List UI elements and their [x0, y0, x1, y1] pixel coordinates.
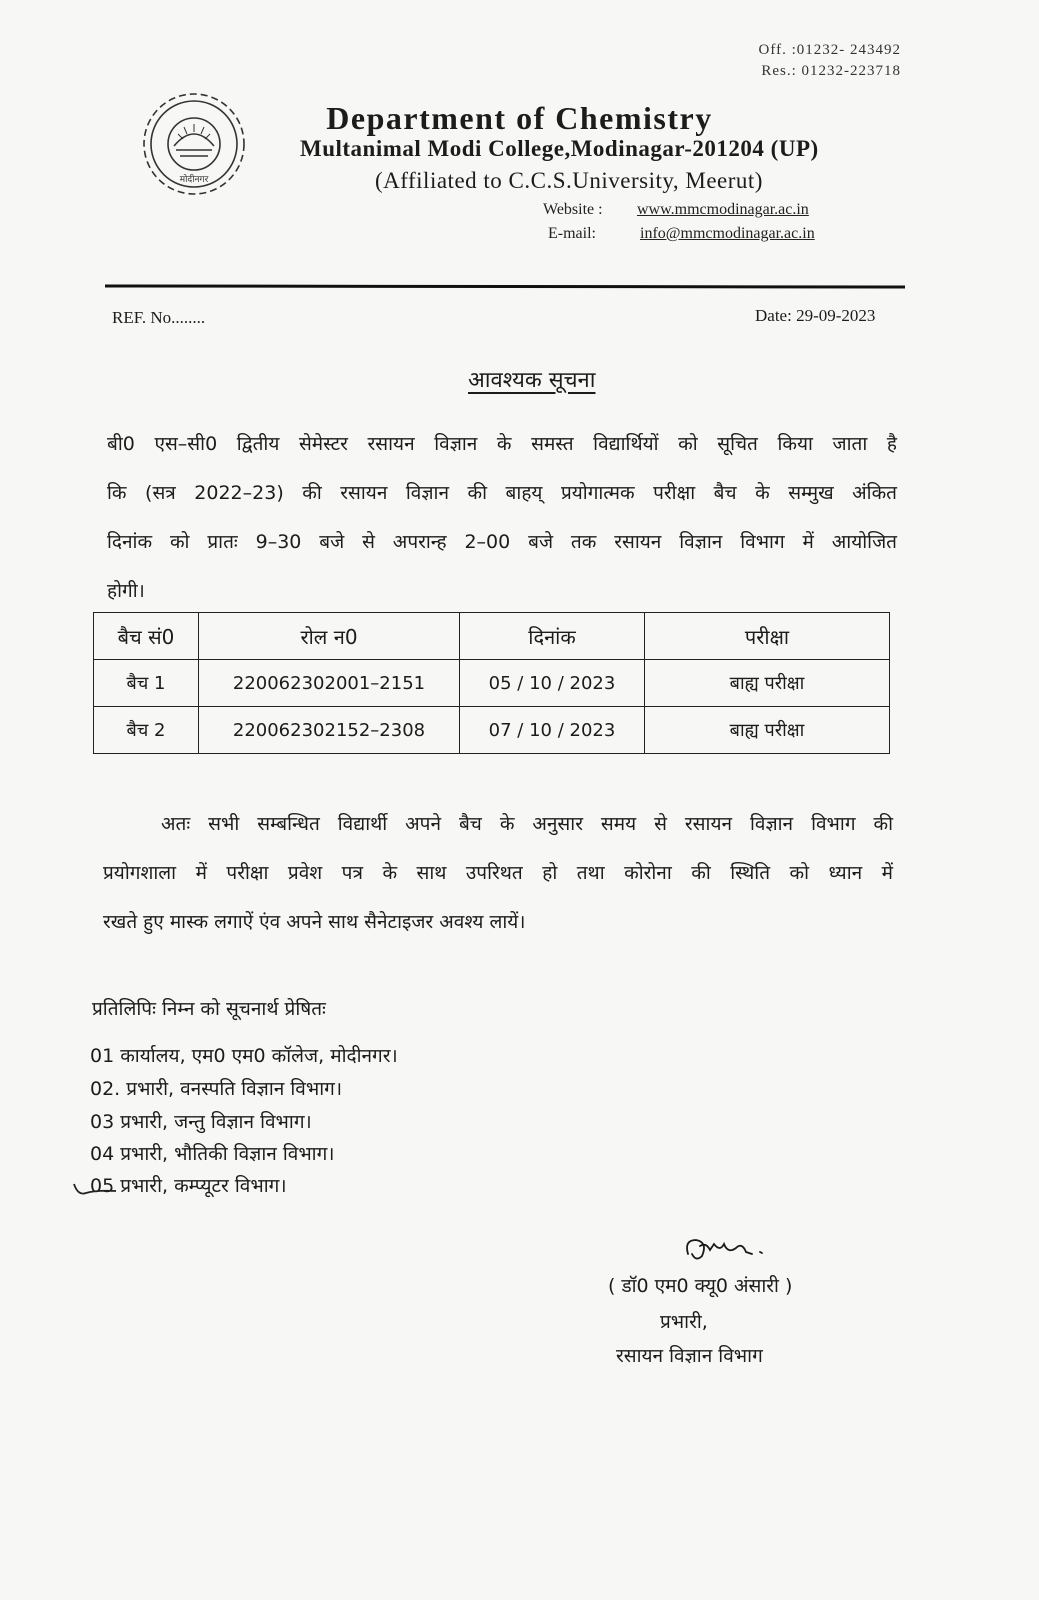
paragraph-1-line: कि (सत्र 2022–23) की रसायन विज्ञान की बाहय् प्रयोगात्मक परीक्षा बैच के सम्मुख अंकित: [107, 482, 897, 504]
department-title: Department of Chemistry: [326, 100, 713, 136]
signatory-role: प्रभारी,: [660, 1311, 708, 1333]
website-link[interactable]: www.mmcmodinagar.ac.in: [637, 201, 809, 218]
handwritten-tick-mark: [72, 1178, 118, 1200]
cell-roll-no: 220062302001–2151: [199, 660, 460, 707]
handwritten-signature: [680, 1232, 772, 1270]
header-roll-no: रोल न0: [199, 613, 460, 660]
header-date: दिनांक: [460, 613, 645, 660]
copy-to-item: 02. प्रभारी, वनस्पति विज्ञान विभाग।: [90, 1078, 343, 1100]
email-link[interactable]: info@mmcmodinagar.ac.in: [640, 225, 815, 242]
table-row: [94, 707, 890, 754]
header-divider: [105, 284, 905, 288]
batch-schedule-table: [93, 612, 890, 754]
reference-number: REF. No........: [112, 308, 206, 327]
college-name: Multanimal Modi College,Modinagar-201204 (UP): [300, 136, 819, 161]
email-label: E-mail:: [548, 225, 596, 242]
paragraph-1-line: दिनांक को प्रातः 9–30 बजे से अपरान्ह 2–00 बजे तक रसायन विज्ञान विभाग में आयोजित: [107, 531, 897, 553]
cell-roll-no: 220062302152–2308: [199, 707, 460, 754]
notice-date: Date: 29-09-2023: [755, 306, 876, 325]
copy-to-item: 01 कार्यालय, एम0 एम0 कॉलेज, मोदीनगर।: [90, 1045, 398, 1067]
copy-to-item: 03 प्रभारी, जन्तु विज्ञान विभाग।: [90, 1111, 312, 1133]
website-label: Website :: [543, 201, 603, 218]
paragraph-2-line: रखते हुए मास्क लगाऐं एंव अपने साथ सैनेटाइजर अवश्य लायें।: [103, 911, 526, 933]
website-row: [543, 201, 809, 219]
cell-exam: बाह्य परीक्षा: [645, 707, 890, 754]
cell-batch: बैच 2: [94, 707, 199, 754]
notice-heading: आवश्यक सूचना: [468, 368, 596, 393]
affiliation: (Affiliated to C.C.S.University, Meerut): [375, 168, 763, 193]
cell-exam: बाह्य परीक्षा: [645, 660, 890, 707]
phone-office: Off. :01232- 243492: [758, 42, 901, 58]
signatory-department: रसायन विज्ञान विभाग: [616, 1345, 763, 1367]
paragraph-2-line: प्रयोगशाला में परीक्षा प्रवेश पत्र के साथ उपरिथत हो तथा कोरोना की स्थिति को ध्यान में: [103, 862, 893, 884]
phone-residence: Res.: 01232-223718: [761, 63, 901, 79]
paragraph-2-line: अतः सभी सम्बन्धित विद्यार्थी अपने बैच के अनुसार समय से रसायन विज्ञान विभाग की: [161, 813, 893, 835]
copy-to-item: 05 प्रभारी, कम्प्यूटर विभाग।: [90, 1175, 287, 1197]
cell-date: 07 / 10 / 2023: [460, 707, 645, 754]
copy-to-title: प्रतिलिपिः निम्न को सूचनार्थ प्रेषितः: [92, 998, 326, 1020]
header-exam: परीक्षा: [645, 613, 890, 660]
paragraph-1-line: बी0 एस–सी0 द्वितीय सेमेस्टर रसायन विज्ञान के समस्त विद्यार्थियों को सूचित किया जाता है: [107, 433, 897, 455]
header-batch: बैच सं0: [94, 613, 199, 660]
notice-paragraph-2: [103, 800, 893, 947]
cell-batch: बैच 1: [94, 660, 199, 707]
signatory-name: ( डॉ0 एम0 क्यू0 अंसारी ): [608, 1275, 793, 1297]
paragraph-1-line: होगी।: [107, 580, 145, 602]
copy-to-item: 04 प्रभारी, भौतिकी विज्ञान विभाग।: [90, 1143, 335, 1165]
table-header-row: [94, 613, 890, 660]
table-row: [94, 660, 890, 707]
cell-date: 05 / 10 / 2023: [460, 660, 645, 707]
svg-text:मोदीनगर: मोदीनगर: [179, 175, 209, 185]
notice-paragraph-1: [107, 420, 897, 616]
email-row: [548, 225, 815, 243]
